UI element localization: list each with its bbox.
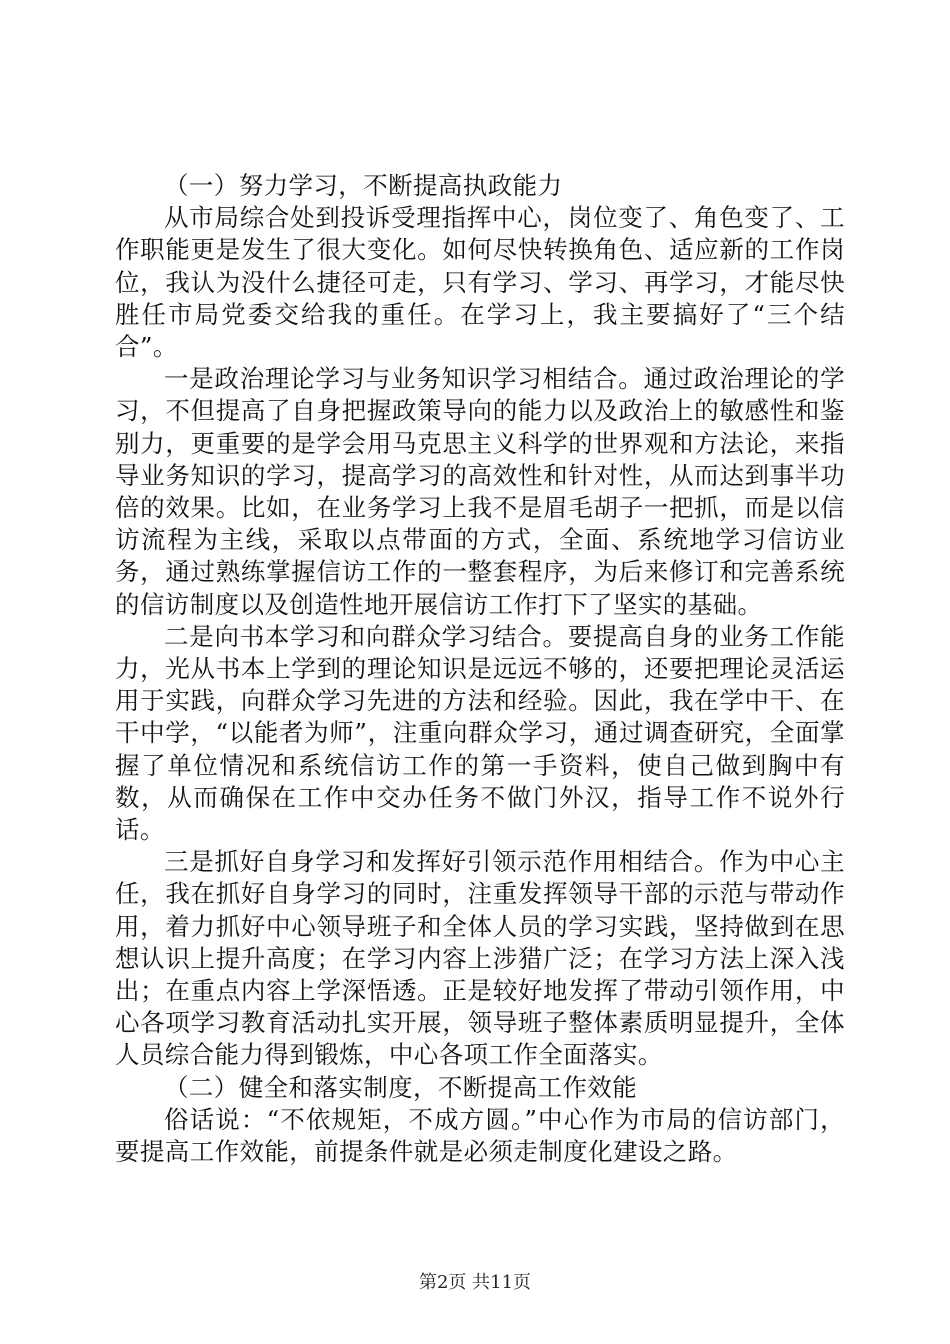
body-paragraph: 俗话说：“不依规矩，不成方圆。”中心作为市局的信访部门，要提高工作效能，前提条件就是必须走制度化建设之路。: [115, 1104, 845, 1167]
body-paragraph: 二是向书本学习和向群众学习结合。要提高自身的业务工作能力，光从书本上学到的理论知识是远远不够的，还要把理论灵活运用于实践，向群众学习先进的方法和经验。因此，我在学中干、在干中学，“以能者为师”，注重向群众学习，通过调查研究，全面掌握了单位情况和系统信访工作的第一手资料，使自己做到胸中有数，从而确保在工作中交办任务不做门外汉，指导工作不说外行话。: [115, 621, 845, 845]
section-heading-1: （一）努力学习，不断提高执政能力: [164, 171, 563, 200]
body-paragraph: 三是抓好自身学习和发挥好引领示范作用相结合。作为中心主任，我在抓好自身学习的同时，注重发挥领导干部的示范与带动作用，着力抓好中心领导班子和全体人员的学习实践，坚持做到在思想认识上提升高度；在学习内容上涉猎广泛；在学习方法上深入浅出；在重点内容上学深悟透。正是较好地发挥了带动引领作用，中心各项学习教育活动扎实开展，领导班子整体素质明显提升，全体人员综合能力得到锻炼，中心各项工作全面落实。: [115, 847, 845, 1070]
document-body: [115, 170, 845, 1168]
body-paragraph: 从市局综合处到投诉受理指挥中心，岗位变了、角色变了、工作职能更是发生了很大变化。如何尽快转换角色、适应新的工作岗位，我认为没什么捷径可走，只有学习、学习、再学习，才能尽快胜任市局党委交给我的重任。在学习上，我主要搞好了“三个结合”。: [115, 203, 845, 362]
page-number-footer: 第2页 共11页: [418, 1272, 532, 1293]
section-heading-2: （二）健全和落实制度，不断提高工作效能: [164, 1072, 638, 1102]
body-paragraph: 一是政治理论学习与业务知识学习相结合。通过政治理论的学习，不但提高了自身把握政策导向的能力以及政治上的敏感性和鉴别力，更重要的是学会用马克思主义科学的世界观和方法论，来指导业务知识的学习，提高学习的高效性和针对性，从而达到事半功倍的效果。比如，在业务学习上我不是眉毛胡子一把抓，而是以信访流程为主线，采取以点带面的方式，全面、系统地学习信访业务，通过熟练掌握信访工作的一整套程序，为后来修订和完善系统的信访制度以及创造性地开展信访工作打下了坚实的基础。: [115, 364, 845, 619]
